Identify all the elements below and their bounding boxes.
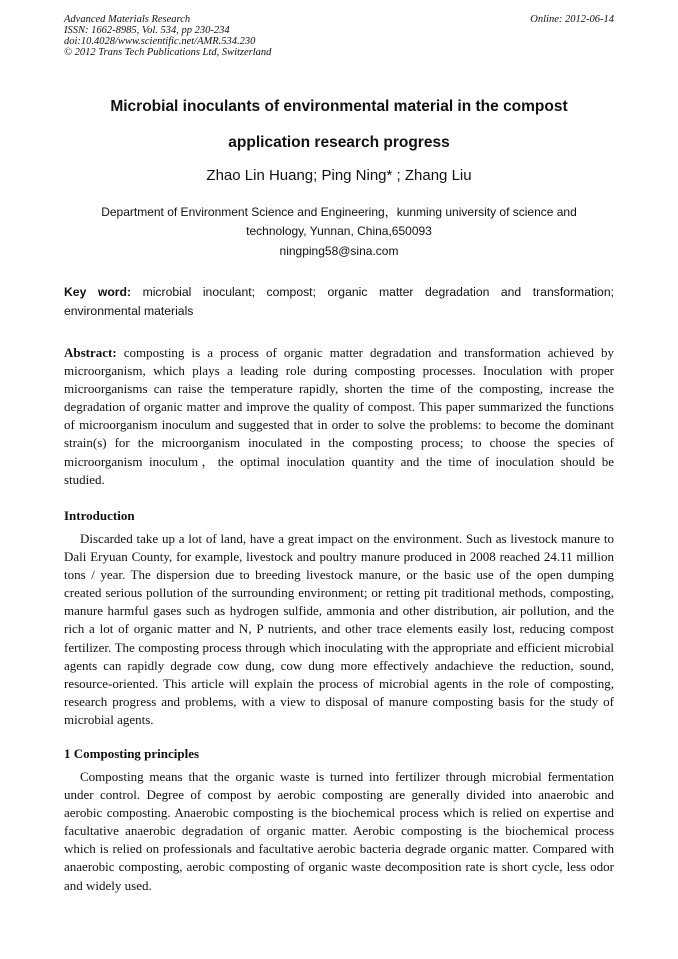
keywords-label: Key word: [64, 285, 132, 299]
journal-header [64, 14, 614, 58]
abstract-label: Abstract: [64, 345, 117, 360]
author-list: Zhao Lin Huang; Ping Ning* ; Zhang Liu [206, 167, 472, 184]
contact-email: ningping58@sina.com [279, 244, 399, 258]
composting-principles-paragraph: Composting means that the organic waste is turned into fertilizer through microbial fermentation under control. Degree of compost by aerobic composting are generally divided into anaerobic and aerobic composting. Anaerobic composting is the biochemical process which is relied on expertise and facultative anaerobic degradation of organic matter. Aerobic composting is the biochemical process which is relied on professionals and facultative aerobic bacteria degrade organic matter. Compared with anaerobic composting, aerobic composting of organic waste decomposition rate is short cycle, less odor and widely used. [64, 769, 614, 893]
copyright-line: © 2012 Trans Tech Publications Ltd, Switzerland [64, 47, 272, 58]
title-line-1: Microbial inoculants of environmental material in the compost [110, 98, 568, 115]
title-line-2: application research progress [228, 134, 450, 151]
keywords-text: microbial inoculant; compost; organic matter degradation and transformation; environmental materials [64, 285, 615, 318]
paper-title [64, 89, 614, 161]
issn-line: ISSN: 1662-8985, Vol. 534, pp 230-234 [64, 25, 230, 36]
doi-line: doi:10.4028/www.scientific.net/AMR.534.230 [64, 36, 256, 47]
keywords-block [64, 283, 614, 321]
abstract-block [64, 344, 614, 489]
composting-principles-heading: 1 Composting principles [64, 746, 200, 761]
affiliation: Department of Environment Science and Engineering，kunming university of science and technology, Yunnan, China,650093 [101, 205, 577, 238]
abstract-text: composting is a process of organic matter degradation and transformation achieved by microorganism, which plays a leading role during composting processes. Inoculation with proper microorganisms can raise the temperature rapidly, shorten the time of the composting, increase the degradation of organic matter and improve the quality of compost. This paper summarized the functions of microorganism inoculum and suggested that in order to solve the problems: to become the dominant strain(s) for the microorganism inoculated in the composting process; to choose the species of microorganism inoculum，the optimal inoculation quantity and the time of inoculation should be studied. [64, 345, 614, 487]
journal-name: Advanced Materials Research [64, 14, 191, 25]
introduction-heading: Introduction [64, 508, 135, 523]
online-date: Online: 2012-06-14 [530, 14, 614, 25]
introduction-paragraph: Discarded take up a lot of land, have a great impact on the environment. Such as livestock manure to Dali Eryuan County, for example, livestock and poultry manure produced in 2008 reached 24.11 million tons / year. The dispersion due to breeding livestock manure, or the basic use of the open dumping created serious pollution of the surrounding environment; or retting pit traditional methods, composting, manure harmful gases such as hydrogen sulfide, ammonia and other distribution, air pollution, and the rich a lot of organic matter and N, P nutrients, and other trace elements easily lost, reducing compost fertilizer. The composting process through which inoculating with the appropriate and efficient microbial agents can rapidly degrade cow dung, cow dung more effectively andachieve the reduction, sound, resource-oriented. This article will explain the process of microbial agents in the role of composting, research progress and problems, with a view to disposal of manure composting basis for the study of microbial agents. [64, 531, 614, 727]
